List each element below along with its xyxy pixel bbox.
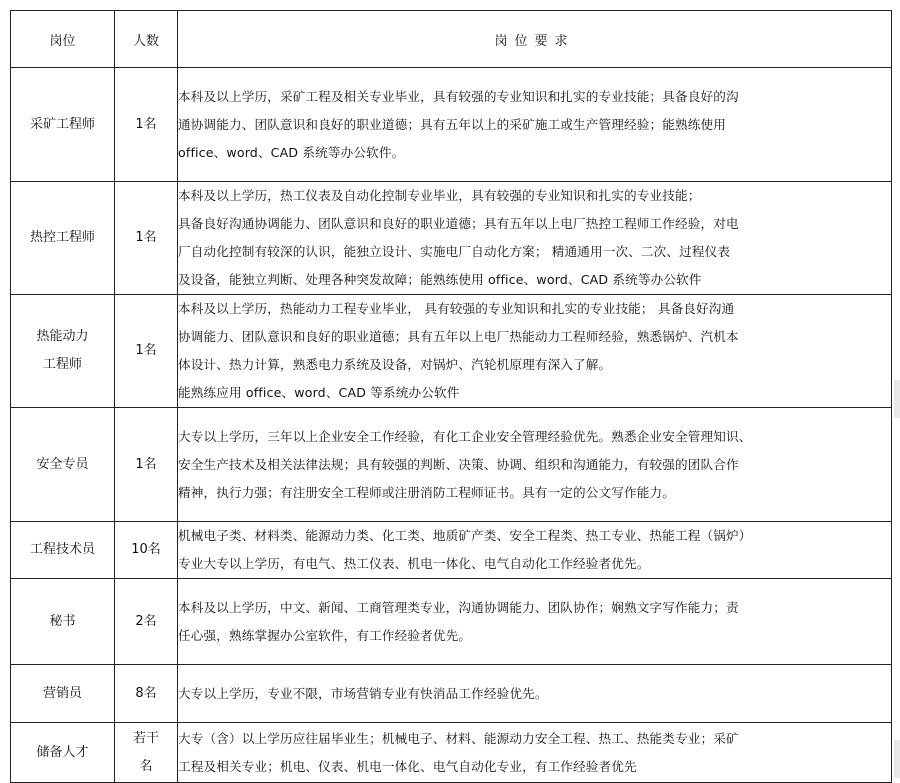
requirement-text-line: 协调能力、团队意识和良好的职业道德；具有五年以上电厂热能动力工程师经验，熟悉锅炉、汽机本 [178, 329, 739, 344]
requirements-cell [178, 723, 892, 783]
position-name: 热控工程师 [29, 230, 95, 245]
requirements-cell [178, 182, 892, 295]
requirements-cell [178, 408, 892, 522]
position-name: 采矿工程师 [29, 116, 95, 132]
table-header-row [11, 11, 892, 68]
header-requirements [178, 11, 892, 68]
requirement-text-line: 通协调能力、团队意识和良好的职业道德；具有五年以上的采矿施工或生产管理经验；能熟练使用 [178, 116, 726, 132]
headcount-cell [115, 295, 178, 408]
headcount-value: 1名 [135, 343, 157, 358]
requirement-text-line: 工程及相关专业；机电、仪表、机电一体化、电气自动化专业，有工作经验者优先 [178, 758, 637, 774]
headcount-value: 1名 [135, 230, 157, 245]
requirements-cell [178, 295, 892, 408]
headcount-cell [115, 522, 178, 579]
scroll-edge-mark [894, 740, 900, 778]
requirement-text-line: 本科及以上学历，热能动力工程专业毕业， 具有较强的专业知识和扎实的专业技能； 具备良好沟通 [178, 301, 735, 316]
headcount-value: 若干 [132, 730, 159, 746]
table-row [11, 579, 892, 665]
headcount-cell [115, 182, 178, 295]
table-row [11, 408, 892, 522]
requirement-text-line: 安全生产技术及相关法律法规；具有较强的判断、决策、协调、组织和沟通能力，有较强的团队合作 [178, 456, 739, 472]
requirement-text-line: 精神，执行力强；有注册安全工程师或注册消防工程师证书。具有一定的公文写作能力。 [178, 484, 676, 500]
headcount-cell [115, 68, 178, 182]
requirements-cell [178, 68, 892, 182]
requirement-text-line: 大专（含）以上学历应往届毕业生；机械电子、材料、能源动力安全工程、热工、热能类专业；采矿 [178, 730, 739, 746]
table-row [11, 522, 892, 579]
headcount-value: 1名 [135, 456, 157, 472]
position-name: 热能动力 [36, 329, 89, 344]
position-cell [11, 68, 115, 182]
requirements-cell [178, 579, 892, 665]
requirement-text-line: 厂自动化控制有较深的认识，能独立设计、实施电厂自动化方案； 精通通用一次、二次、过程仪表 [178, 244, 731, 259]
header-position: 岗位 [11, 11, 115, 68]
requirement-text-line: 专业大专以上学历，有电气、热工仪表、机电一体化、电气自动化工作经验者优先。 [178, 556, 650, 571]
header-count: 人数 [115, 11, 178, 68]
table-row [11, 295, 892, 408]
table-body [11, 68, 892, 783]
table-row [11, 723, 892, 783]
position-cell [11, 522, 115, 579]
requirement-text-line: 能熟练应用 office、word、CAD 等系统办公软件 [178, 385, 460, 400]
position-name: 工程技术员 [29, 542, 95, 557]
table-row [11, 68, 892, 182]
position-cell [11, 723, 115, 783]
position-cell [11, 182, 115, 295]
headcount-value: 名 [139, 758, 153, 774]
requirement-text-line: 具备良好沟通协调能力、团队意识和良好的职业道德；具有五年以上电厂热控工程师工作经验，对电 [178, 216, 739, 231]
table-row [11, 182, 892, 295]
requirement-text-line: 及设备，能独立判断、处理各种突发故障；能熟练使用 office、word、CAD 系统等办公软件 [178, 272, 702, 287]
headcount-value: 1名 [135, 116, 157, 132]
headcount-cell [115, 579, 178, 665]
position-name: 安全专员 [36, 456, 89, 472]
scroll-edge-mark [894, 380, 900, 418]
position-name: 营销员 [42, 685, 82, 701]
requirement-text-line: 本科及以上学历，热工仪表及自动化控制专业毕业，具有较强的专业知识和扎实的专业技能； [178, 188, 701, 203]
position-cell [11, 665, 115, 723]
table-row [11, 665, 892, 723]
requirements-cell [178, 522, 892, 579]
position-cell [11, 408, 115, 522]
requirement-text-line: office、word、CAD 系统等办公软件。 [178, 144, 405, 160]
headcount-value: 10名 [131, 542, 161, 557]
position-name: 工程师 [42, 357, 82, 372]
requirement-text-line: 大专以上学历，专业不限，市场营销专业有快消品工作经验优先。 [178, 685, 548, 701]
requirement-text-line: 本科及以上学历，中文、新闻、工商管理类专业，沟通协调能力、团队协作；娴熟文字写作能力；责 [178, 599, 739, 615]
position-name: 储备人才 [36, 744, 89, 760]
headcount-cell [115, 665, 178, 723]
headcount-value: 8名 [135, 685, 157, 701]
headcount-cell [115, 723, 178, 783]
header-requirements-label: 岗位要求 [494, 33, 575, 49]
requirement-text-line: 本科及以上学历，采矿工程及相关专业毕业，具有较强的专业知识和扎实的专业技能；具备良好的沟 [178, 88, 739, 104]
headcount-value: 2名 [135, 613, 157, 629]
requirement-text-line: 大专以上学历，三年以上企业安全工作经验，有化工企业安全管理经验优先。熟悉企业安全管理知识、 [178, 428, 752, 444]
requirement-text-line: 任心强，熟练掌握办公室软件，有工作经验者优先。 [178, 627, 472, 643]
job-requirements-table [10, 10, 892, 783]
requirement-text-line: 机械电子类、材料类、能源动力类、化工类、地质矿产类、安全工程类、热工专业、热能工程（锅炉） [178, 528, 752, 543]
requirement-text-line: 体设计、热力计算，熟悉电力系统及设备，对锅炉、汽轮机原理有深入了解。 [178, 357, 612, 372]
requirements-cell [178, 665, 892, 723]
headcount-cell [115, 408, 178, 522]
position-cell [11, 295, 115, 408]
position-cell [11, 579, 115, 665]
position-name: 秘书 [49, 613, 76, 629]
